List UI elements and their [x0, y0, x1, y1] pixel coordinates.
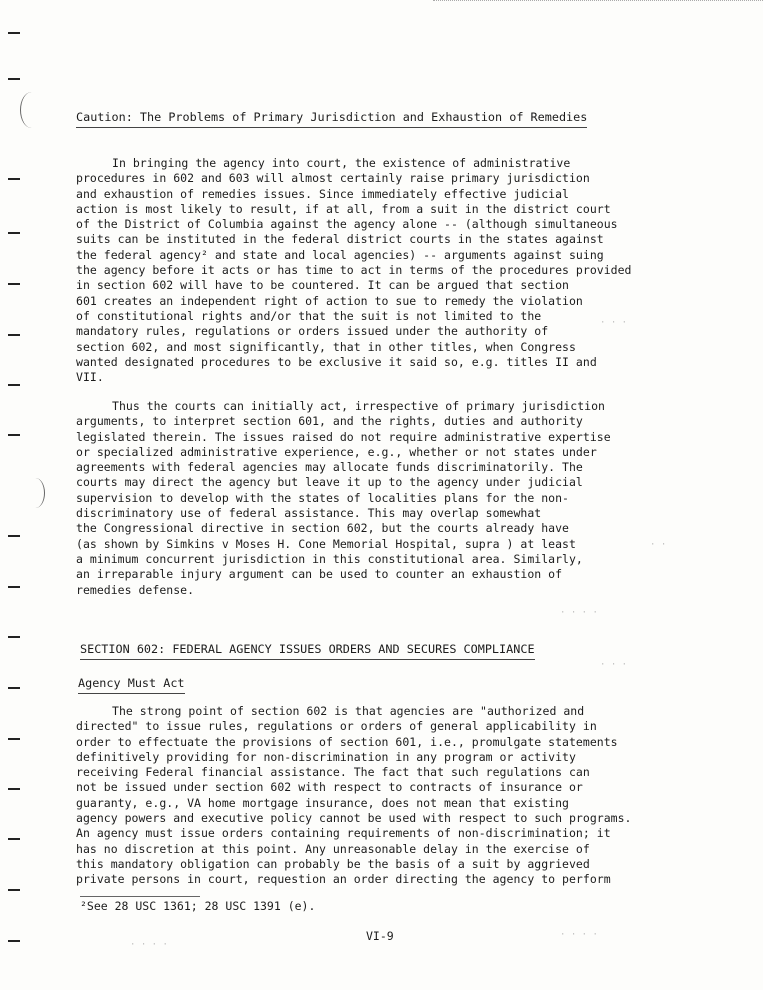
scan-noise: · · [650, 540, 667, 550]
text-line: mandatory rules, regulations or orders issued under the authority of [76, 324, 549, 339]
hole-punch-mark [8, 838, 20, 840]
scan-noise: · · · [600, 660, 628, 670]
hole-punch-mark [8, 32, 20, 34]
hole-punch-mark [8, 940, 20, 942]
hole-punch-mark [8, 535, 20, 537]
text-line: this mandatory obligation can probably be the basis of a suit by aggrieved [76, 856, 590, 871]
hole-punch-mark [8, 232, 20, 234]
text-line: private persons in court, requestion an order directing the agency to perform [76, 872, 611, 887]
text-line: a minimum concurrent jurisdiction in this constitutional area. Similarly, [76, 551, 583, 566]
text-line: in section 602 will have to be countered. It can be argued that section [76, 278, 569, 293]
hole-punch-mark [8, 788, 20, 790]
hole-punch-mark [8, 889, 20, 891]
text-line: (as shown by Simkins v Moses H. Cone Memorial Hospital, supra ) at least [76, 536, 576, 551]
scan-artifact [20, 92, 43, 128]
text-line: definitively providing for non-discrimination in any program or activity [76, 749, 576, 764]
scan-noise: · · · · [560, 930, 598, 940]
paragraph-courts-can-act [76, 399, 676, 598]
hole-punch-mark [8, 283, 20, 285]
text-line: supervision to develop with the states of localities plans for the non- [76, 490, 569, 505]
text-line: the Congressional directive in section 602, but the courts already have [76, 521, 569, 536]
text-line: or specialized administrative experience, e.g., whether or not states under [76, 444, 597, 459]
scan-noise: · · · · [560, 608, 598, 618]
paragraph-agency-must-act [76, 704, 676, 888]
page-number: VI-9 [366, 929, 394, 943]
text-line: In bringing the agency into court, the existence of administrative [112, 156, 571, 170]
text-line: remedies defense. [76, 582, 195, 597]
scan-artifact [26, 478, 45, 508]
paragraph-primary-jurisdiction [76, 156, 676, 385]
text-line: Thus the courts can initially act, irrespective of primary jurisdiction [112, 399, 605, 413]
text-line: guaranty, e.g., VA home mortgage insurance, does not mean that existing [76, 795, 569, 810]
hole-punch-mark [8, 586, 20, 588]
hole-punch-mark [8, 687, 20, 689]
text-line: the federal agency² and state and local agencies) -- arguments against suing [76, 247, 604, 262]
text-line: 601 creates an independent right of action to sue to remedy the violation [76, 293, 583, 308]
text-line: agency powers and executive policy cannot be used with respect to such programs. [76, 811, 632, 826]
text-line: section 602, and most significantly, that in other titles, when Congress [76, 339, 576, 354]
text-line: courts may direct the agency but leave it up to the agency under judicial [76, 475, 583, 490]
hole-punch-mark [8, 334, 20, 336]
text-line: of constitutional rights and/or that the suit is not limited to the [76, 308, 542, 323]
footnote: ²See 28 USC 1361; 28 USC 1391 (e). [80, 899, 316, 913]
hole-punch-mark [8, 636, 20, 638]
hole-punch-mark [8, 434, 20, 436]
scan-border [433, 0, 763, 5]
footnote-rule [80, 896, 200, 897]
text-line: agreements with federal agencies may allocate funds discriminatorily. The [76, 460, 583, 475]
text-line: order to effectuate the provisions of section 601, i.e., promulgate statements [76, 734, 618, 749]
text-line: discriminatory use of federal assistance. This may overlap somewhat [76, 506, 542, 521]
text-line: The strong point of section 602 is that agencies are "authorized and [112, 704, 585, 718]
text-line: legislated therein. The issues raised do not require administrative expertise [76, 429, 611, 444]
text-line: the agency before it acts or has time to act in terms of the procedures provided [76, 263, 632, 278]
text-line: not be issued under section 602 with respect to contracts of insurance or [76, 780, 583, 795]
text-line: and exhaustion of remedies issues. Since immediately effective judicial [76, 186, 569, 201]
text-line: has no discretion at this point. Any unreasonable delay in the exercise of [76, 841, 590, 856]
section-602-heading: SECTION 602: FEDERAL AGENCY ISSUES ORDERS AND SECURES COMPLIANCE [80, 642, 535, 656]
text-line: an irreparable injury argument can be used to counter an exhaustion of [76, 567, 563, 582]
text-line: action is most likely to result, if at all, from a suit in the district court [76, 201, 611, 216]
agency-must-act-heading: Agency Must Act [78, 676, 185, 690]
hole-punch-mark [8, 178, 20, 180]
caution-heading: Caution: The Problems of Primary Jurisdiction and Exhaustion of Remedies [76, 110, 588, 124]
text-line: arguments, to interpret section 601, and the rights, duties and authority [76, 414, 583, 429]
text-line: receiving Federal financial assistance. The fact that such regulations can [76, 765, 590, 780]
text-line: directed" to issue rules, regulations or orders of general applicability in [76, 719, 597, 734]
text-line: procedures in 602 and 603 will almost certainly raise primary jurisdiction [76, 171, 590, 186]
hole-punch-mark [8, 738, 20, 740]
scan-noise: · · · [600, 318, 628, 328]
text-line: suits can be instituted in the federal district courts in the states against [76, 232, 604, 247]
text-line: wanted designated procedures to be exclusive it said so, e.g. titles II and [76, 354, 597, 369]
text-line: An agency must issue orders containing requirements of non-discrimination; it [76, 826, 611, 841]
hole-punch-mark [8, 78, 20, 80]
text-line: of the District of Columbia against the agency alone -- (although simultaneous [76, 217, 618, 232]
hole-punch-mark [8, 384, 20, 386]
text-line: VII. [76, 370, 104, 385]
scan-noise: · · · · [130, 940, 168, 950]
